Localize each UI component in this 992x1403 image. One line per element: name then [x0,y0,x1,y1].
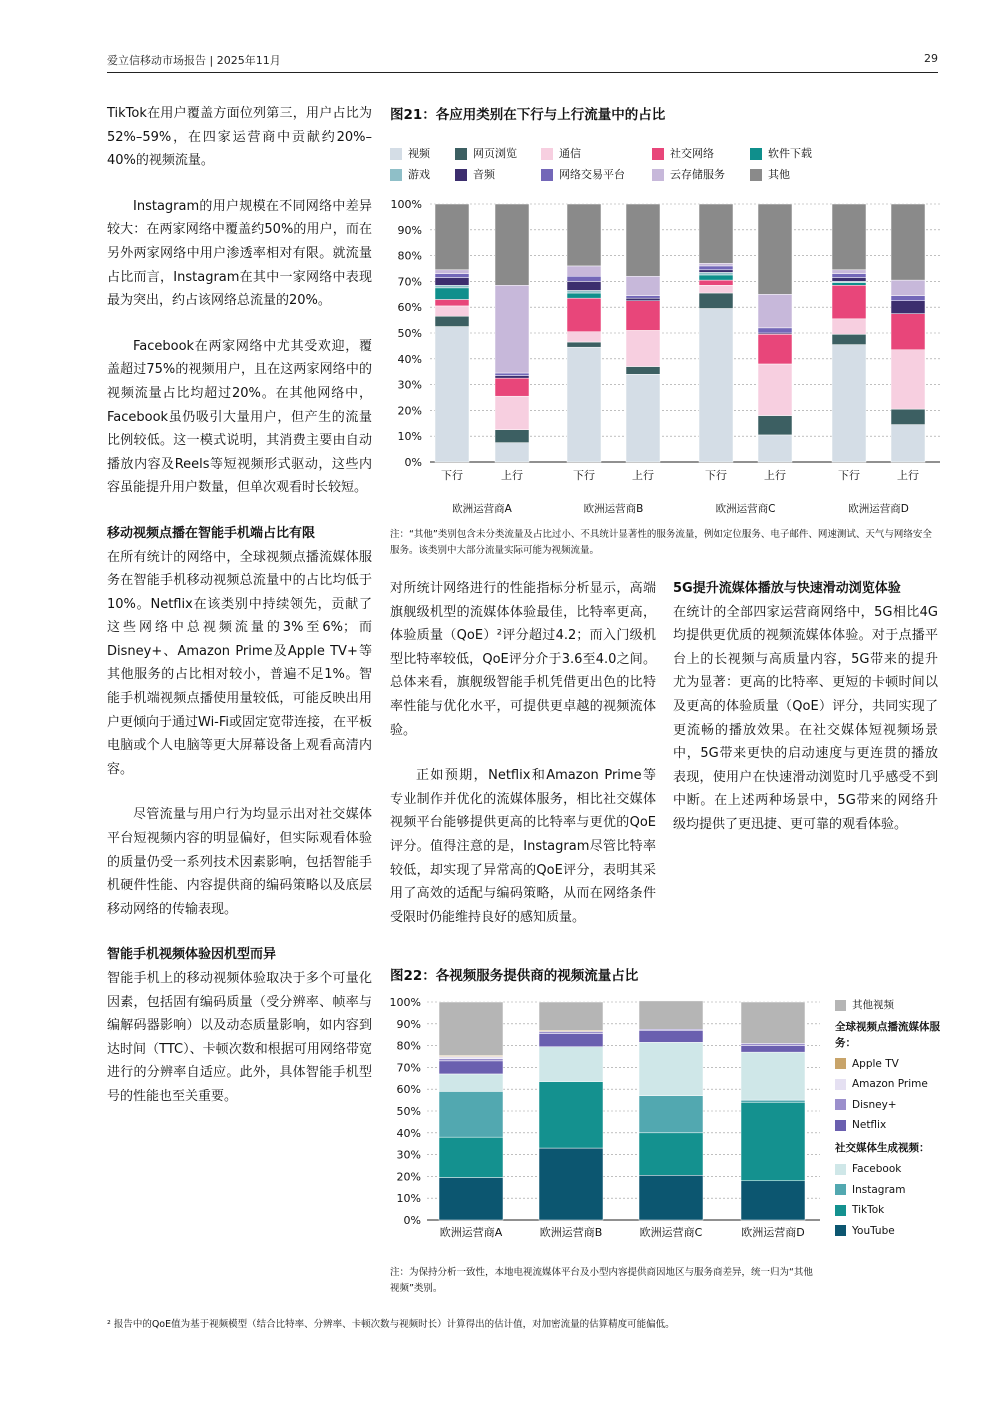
x-tick-label: 下行 [705,469,727,482]
legend22-label: TikTok [852,1204,885,1216]
header-rule [107,72,938,73]
legend22-item [835,1098,955,1112]
legend21-item [390,168,430,182]
bar-segment [758,294,792,328]
x-tick-label: 上行 [897,469,919,482]
bar-segment [758,416,792,435]
bar-segment [832,319,866,334]
bar-segment [435,270,469,274]
x-tick-label: 上行 [632,469,654,482]
bar-segment [539,1002,603,1030]
legend21-swatch [750,148,762,160]
legend21-item [390,147,430,161]
bar-segment [741,1002,805,1043]
bar-segment [741,1043,805,1045]
y-tick-label: 60% [396,1083,421,1097]
bar-segment [435,327,469,462]
footnote: ² 报告中的QoE值为基于视频模型（结合比特率、分辨率、卡顿次数与视频时长）计算得出的估计值，对加密流量的估算精度可能偏低。 [107,1319,675,1330]
legend21-item [455,168,495,182]
legend22-swatch [835,1120,846,1131]
bar-segment [495,285,529,373]
bar-segment [699,285,733,293]
legend22-label: Disney+ [852,1098,897,1111]
paragraph-tiktok: TikTok在用户覆盖方面位列第三，用户占比为52%–59%，在四家运营商中贡献约20%–40%的视频流量。 [107,106,372,169]
legend21-swatch [750,169,762,181]
legend22-group-vod: 全球视频点播流媒体服务： [835,1020,940,1049]
y-tick-label: 30% [396,1148,421,1162]
x-tick-label: 上行 [501,469,523,482]
bar-segment [539,1034,603,1047]
legend21-label: 游戏 [408,168,430,181]
bar-segment [741,1102,805,1180]
bar-segment [639,1042,703,1095]
bar-segment [741,1052,805,1100]
bar-segment [439,1091,503,1137]
y-tick-label: 10% [396,1192,421,1206]
bar-segment [758,435,792,462]
bar-segment [891,425,925,462]
legend22-swatch [835,1205,846,1216]
legend21-item [541,168,625,182]
bar-segment [639,1096,703,1133]
paragraph-qoe-devices: 对所统计网络进行的性能指标分析显示，高端旗舰级机型的流媒体体验最佳，比特率更高，体验质量（QoE）²评分超过4.2；而入门级机型比特率较低，QoE评分介于3.6至4.0之间。总体来看，旗舰级智能手机凭借更出色的比特率性能与优化水平，可提供更卓越的视频流体验。 [390,581,656,738]
y-tick-label: 90% [396,1017,421,1031]
y-tick-label: 50% [397,327,422,340]
legend22-swatch [835,1000,846,1011]
legend21-label: 网络交易平台 [559,168,625,181]
bar-segment [495,373,529,376]
right-column [673,577,938,837]
bar-segment [567,332,601,342]
bar-segment [567,266,601,276]
bar-segment [699,204,733,263]
paragraph-facebook: Facebook在两家网络中尤其受欢迎，覆盖超过75%的视频用户，且在这两家网络中的视频流量占比均超过20%。在其他网络中，Facebook虽仍吸引大量用户，但产生的流量比例较低。这一模式说明，其消费主要由自动播放内容及Reels等短视频形式驱动，这些内容虽能提升用户数量，但单次观看时长较短。 [107,338,372,496]
heading-vod: 移动视频点播在智能手机端占比有限 [107,525,316,541]
bar-segment [435,306,469,316]
y-tick-label: 80% [396,1039,421,1053]
y-tick-label: 0% [403,1214,421,1227]
bar-segment [758,334,792,364]
bar-segment [439,1074,503,1091]
y-tick-label: 70% [396,1061,421,1075]
legend21-label: 其他 [768,168,790,181]
y-tick-label: 60% [397,301,422,315]
figure22-chart [385,990,825,1250]
legend22-item [835,1162,955,1176]
bar-segment [567,342,601,347]
y-tick-label: 100% [389,996,421,1009]
x-tick-label: 欧洲运营商D [741,1226,805,1239]
bar-segment [435,285,469,288]
figure22-legend [835,998,955,1244]
bar-segment [567,290,601,293]
bar-segment [439,1137,503,1177]
bar-segment [567,298,601,332]
legend21-label: 软件下载 [768,147,812,160]
bar-segment [495,443,529,462]
bar-segment [539,1148,603,1220]
x-tick-label: 下行 [573,469,595,482]
legend21-item [652,168,725,182]
y-tick-label: 80% [397,249,422,263]
paragraph-device-experience: 智能手机上的移动视频体验取决于多个可量化因素，包括固有编码质量（受分辨率、帧率与编解码器影响）以及动态质量影响，如内容到达时间（TTC）、卡顿次数和根据可用网络带宽进行的分辨率自适应。此外，具体智能手机型号的性能也至关重要。 [107,971,372,1104]
legend21-label: 视频 [408,147,430,160]
bar-segment [891,314,925,350]
bar-segment [699,280,733,285]
bar-segment [439,1177,503,1220]
bar-segment [626,367,660,375]
left-column [107,102,372,1109]
legend21-item [541,147,581,161]
bar-segment [539,1082,603,1148]
x-tick-label: 下行 [838,469,860,482]
bar-segment [891,301,925,314]
bar-segment [495,430,529,443]
bar-segment [626,374,660,462]
bar-segment [495,376,529,379]
x-tick-label: 欧洲运营商C [639,1226,703,1239]
paragraph-instagram: Instagram的用户规模在不同网络中差异较大：在两家网络中覆盖约50%的用户，而在另外两家网络中用户渗透率相对有限。就流量占比而言，Instagram在其中一家网络中表现最为突出，约占该网络总流量的20%。 [107,198,372,309]
bar-segment [495,204,529,285]
legend22-group-social: 社交媒体生成视频： [835,1142,930,1154]
bar-segment [626,296,660,299]
middle-column [390,577,656,929]
x-tick-label: 欧洲运营商A [439,1226,503,1239]
bar-segment [832,270,866,274]
y-tick-label: 40% [397,352,422,366]
bar-segment [699,270,733,273]
legend22-item [835,1183,955,1197]
bar-segment [626,301,660,331]
bar-segment [832,345,866,462]
y-tick-label: 10% [397,430,422,444]
legend22-swatch [835,1184,846,1195]
bar-segment [495,396,529,430]
bar-segment [741,1046,805,1053]
bar-segment [758,364,792,416]
bar-segment [567,347,601,462]
y-tick-label: 100% [390,198,422,211]
bar-segment [699,308,733,462]
legend22-label: Amazon Prime [852,1078,928,1090]
legend22-item [835,1224,955,1238]
bar-segment [439,1061,503,1074]
legend22-swatch [835,1164,846,1175]
page-number: 29 [924,52,938,65]
legend22-item [835,1118,955,1132]
legend21-swatch [541,169,553,181]
legend21-swatch [541,148,553,160]
paragraph-vod: 在所有统计的网络中，全球视频点播流媒体服务在智能手机移动视频总流量中的占比均低于10%。Netflix在该类别中持续领先，贡献了这些网络中总视频流量的3%至6%；而Disney+、Amazon Prime及Apple TV+等其他服务的占比相对较小，普遍不足1%。智能手机端视频点播使用量较低，可能反映出用户更倾向于通过Wi-Fi或固定宽带连接，在平板电脑或个人电脑等更大屏幕设备上观看高清内容。 [107,549,373,777]
bar-segment [699,266,733,270]
x-tick-label: 上行 [764,469,786,482]
paragraph-netflix-prime: 正如预期，Netflix和Amazon Prime等专业制作并优化的流媒体服务，相比社交媒体视频平台能够提供更高的比特率与更优的QoE评分。值得注意的是，Instagram尽管比特率较低，却实现了异常高的QoE评分，表明其采用了高效的适配与编码策略，从而在网络条件受限时仍能维持良好的感知质量。 [390,768,656,925]
bar-segment [439,1059,503,1061]
y-tick-label: 20% [397,404,422,418]
legend21-item [750,147,812,161]
heading-5g: 5G提升流媒体播放与快速滑动浏览体验 [673,581,901,596]
bar-segment [567,281,601,290]
legend22-label: Netflix [852,1119,887,1131]
heading-device-experience: 智能手机视频体验因机型而异 [107,947,277,963]
legend21-item [750,168,790,182]
legend21-swatch [652,169,664,181]
y-tick-label: 50% [396,1105,421,1118]
legend21-item [455,147,517,161]
bar-segment [435,299,469,305]
y-tick-label: 20% [396,1170,421,1184]
figure21-title: 图21：各应用类别在下行与上行流量中的占比 [390,107,666,123]
x-tick-label: 下行 [441,469,463,482]
bar-segment [758,204,792,294]
legend22-label: Facebook [852,1163,902,1175]
legend21-item [652,147,714,161]
paragraph-social-preference: 尽管流量与用户行为均显示出对社交媒体平台短视频内容的明显偏好，但实际观看体验的质量仍受一系列技术因素影响，包括智能手机硬件性能、内容提供商的编码策略以及底层移动网络的传输表现。 [107,807,372,917]
bar-segment [439,1057,503,1059]
bar-segment [891,296,925,301]
bar-segment [567,204,601,266]
y-tick-label: 40% [396,1126,421,1140]
figure21-note: 注：“其他”类别包含未分类流量及占比过小、不具统计显著性的服务流量，例如定位服务、电子邮件、网速测试、天气与网络安全服务。该类别中大部分流量实际可能为视频流量。 [390,529,932,556]
legend22-swatch [835,1079,846,1090]
legend22-item [835,998,955,1012]
group-label: 欧洲运营商A [452,503,512,515]
y-tick-label: 90% [397,223,422,237]
bar-segment [567,276,601,281]
bar-segment [439,1002,503,1055]
bar-segment [435,316,469,326]
bar-segment [639,1030,703,1042]
bar-segment [832,278,866,282]
bar-segment [832,274,866,278]
legend22-label: Apple TV [852,1057,899,1070]
y-tick-label: 0% [404,456,422,469]
y-tick-label: 70% [397,275,422,289]
bar-segment [741,1100,805,1102]
legend22-item [835,1203,955,1217]
bar-segment [891,409,925,424]
bar-segment [832,334,866,344]
bar-segment [699,272,733,275]
legend21-label: 通信 [559,147,581,160]
paragraph-5g: 在统计的全部四家运营商网络中，5G相比4G均提供更优质的视频流媒体体验。对于点播平台上的长视频与高质量内容，5G带来的提升尤为显著：更高的比特率、更短的卡顿时间以及更高的体验质量（QoE）评分，共同实现了更流畅的播放效果。在社交媒体短视频场景中，5G带来更快的启动速度与更连贯的播放表现，使用户在快速滑动浏览时几乎感受不到中断。在上述两种场景中，5G带来的网络升级均提供了更迅捷、更可靠的观看体验。 [673,604,938,832]
legend21-swatch [390,169,402,181]
bar-segment [741,1181,805,1220]
bar-segment [639,1001,703,1029]
bar-segment [567,293,601,298]
bar-segment [832,204,866,270]
bar-segment [758,328,792,333]
legend21-swatch [390,148,402,160]
legend21-swatch [455,169,467,181]
legend21-label: 音频 [473,168,495,181]
bar-segment [435,288,469,300]
figure22-note: 注：为保持分析一致性，本地电视流媒体平台及小型内容提供商因地区与服务商差异，统一归为“其他视频”类别。 [390,1267,813,1294]
legend21-swatch [455,148,467,160]
bar-segment [699,275,733,280]
bar-segment [626,330,660,366]
legend22-label: 其他视频 [852,999,894,1011]
legend22-label: YouTube [852,1224,895,1237]
group-label: 欧洲运营商D [848,503,909,515]
y-tick-label: 30% [397,378,422,392]
legend22-item [835,1057,955,1071]
bar-segment [495,378,529,396]
bar-segment [891,280,925,295]
bar-segment [832,283,866,286]
legend22-swatch [835,1099,846,1110]
legend22-item [835,1077,955,1091]
bar-segment [539,1031,603,1033]
x-tick-label: 欧洲运营商B [539,1226,603,1239]
legend22-label: Instagram [852,1183,906,1196]
group-label: 欧洲运营商C [715,503,776,515]
legend21-label: 网页浏览 [473,147,517,160]
legend22-swatch [835,1058,846,1069]
figure22-title: 图22：各视频服务提供商的视频流量占比 [390,968,639,984]
bar-segment [435,274,469,278]
bar-segment [626,204,660,276]
bar-segment [539,1047,603,1082]
bar-segment [699,293,733,308]
bar-segment [891,350,925,409]
bar-segment [639,1175,703,1220]
figure21-chart [385,190,945,530]
bar-segment [435,278,469,286]
legend22-swatch [835,1225,846,1236]
bar-segment [832,285,866,319]
report-header: 爱立信移动市场报告 | 2025年11月 [107,54,281,67]
bar-segment [626,276,660,295]
bar-segment [699,263,733,266]
legend21-label: 社交网络 [670,147,714,160]
bar-segment [639,1133,703,1176]
bar-segment [435,204,469,270]
group-label: 欧洲运营商B [583,503,644,515]
bar-segment [891,204,925,280]
legend21-label: 云存储服务 [670,168,725,181]
bar-segment [626,298,660,301]
legend21-swatch [652,148,664,160]
